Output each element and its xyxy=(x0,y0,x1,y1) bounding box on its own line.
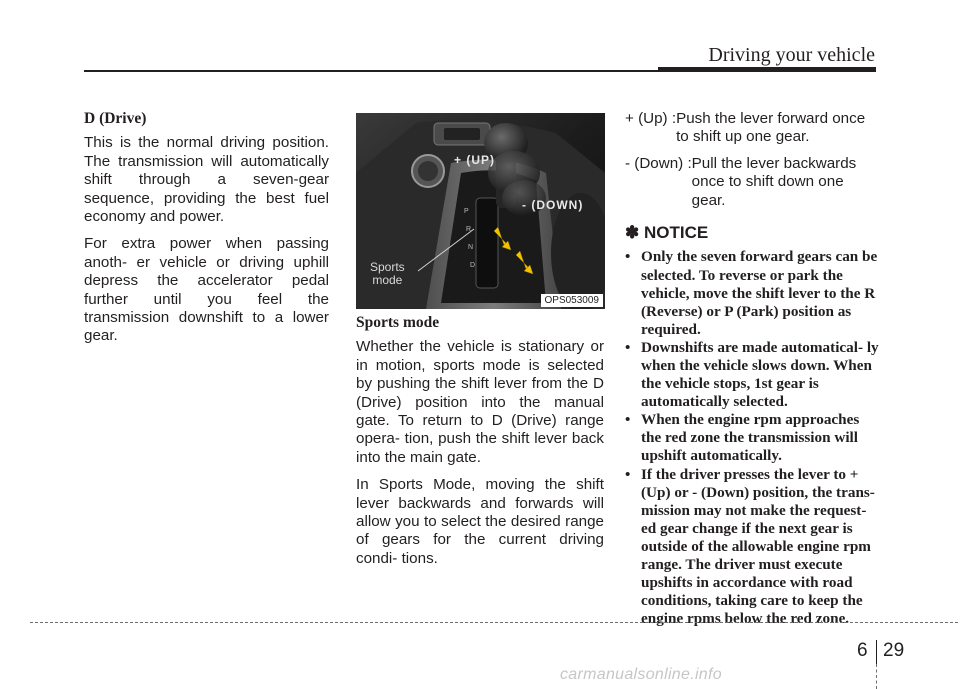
notice-heading: ✽ NOTICE xyxy=(625,223,709,243)
footer-dash-line xyxy=(876,664,877,689)
notice-item-text: Downshifts are made automatical- ly when the vehicle slows down. When the vehicle stops, 1st gear is automatically selected. xyxy=(641,338,879,411)
sports-mode-paragraph-1: Whether the vehicle is stationary or in motion, sports mode is selected by pushing the shift lever from the D (Drive) position into the manual gate. To return to D (Drive) range opera- tion, push the shift lever back into the main gate. xyxy=(356,338,604,466)
bullet-icon: • xyxy=(625,248,631,266)
svg-text:R: R xyxy=(466,226,472,233)
svg-text:P: P xyxy=(464,208,469,215)
watermark: carmanualsonline.info xyxy=(560,666,722,683)
figure-code: OPS053009 xyxy=(541,294,604,307)
drive-paragraph-2: For extra power when passing anoth- er vehicle or driving uphill depress the accelerator pedal further until you feel the transmission downshift to a lower gear. xyxy=(84,235,329,345)
chapter-number: 6 xyxy=(857,640,868,661)
bullet-icon: • xyxy=(625,338,631,356)
notice-item-text: Only the seven forward gears can be selected. To reverse or park the vehicle, move the shift lever to the R (Reverse) or P (Park) position as required. xyxy=(641,248,878,338)
sports-mode-paragraph-2: In Sports Mode, moving the shift lever backwards and forwards will allow you to select the desired range of gears for the current driving condi- tions. xyxy=(356,476,604,567)
footer-rule xyxy=(30,622,958,623)
notice-item xyxy=(625,339,879,411)
notice-item xyxy=(625,466,879,629)
up-definition xyxy=(625,110,879,147)
bullet-icon: • xyxy=(625,465,631,483)
notice-list xyxy=(625,248,879,628)
header-rule-accent xyxy=(658,67,876,72)
figure-label-up: + (UP) xyxy=(454,153,496,167)
down-text: Pull the lever backwards once to shift down one gear. xyxy=(691,154,857,209)
drive-heading: D (Drive) xyxy=(84,110,147,127)
figure-label-down: - (DOWN) xyxy=(522,198,584,212)
notice-item xyxy=(625,411,879,465)
column-sports-mode xyxy=(356,314,604,577)
svg-text:D: D xyxy=(470,262,476,269)
page-number-divider xyxy=(876,640,877,664)
figure-label-sports-line1: Sports xyxy=(370,260,405,274)
figure-label-sports-line2: mode xyxy=(372,273,403,287)
up-text: Push the lever forward once to shift up one gear. xyxy=(676,110,866,146)
column-shift-notice xyxy=(625,110,879,628)
bullet-icon: • xyxy=(625,411,631,429)
page-number: 29 xyxy=(883,640,905,661)
notice-item xyxy=(625,248,879,338)
notice-item-text: If the driver presses the lever to + (Up) or - (Down) position, the trans- mission may not make the request- ed gear change if the next gear is outside of the allowable engine rpm range. The driver must execute upshifts in accordance with road conditions, taking care to keep the engine rpms below the red zone. xyxy=(641,465,875,628)
section-title: Driving your vehicle xyxy=(708,44,875,66)
sports-mode-heading: Sports mode xyxy=(356,314,440,331)
drive-paragraph-1: This is the normal driving position. The transmission will automatically shift through a seven-gear sequence, providing the best fuel economy and power. xyxy=(84,134,329,226)
down-definition xyxy=(625,155,879,210)
figure-label-sports xyxy=(370,261,405,287)
svg-text:N: N xyxy=(468,244,474,251)
down-key: - (Down) : xyxy=(625,154,692,172)
notice-item-text: When the engine rpm approaches the red zone the transmission will upshift automatically. xyxy=(641,411,860,465)
up-key: + (Up) : xyxy=(625,110,677,127)
column-drive xyxy=(84,110,329,355)
shift-lever-photo xyxy=(356,113,605,309)
